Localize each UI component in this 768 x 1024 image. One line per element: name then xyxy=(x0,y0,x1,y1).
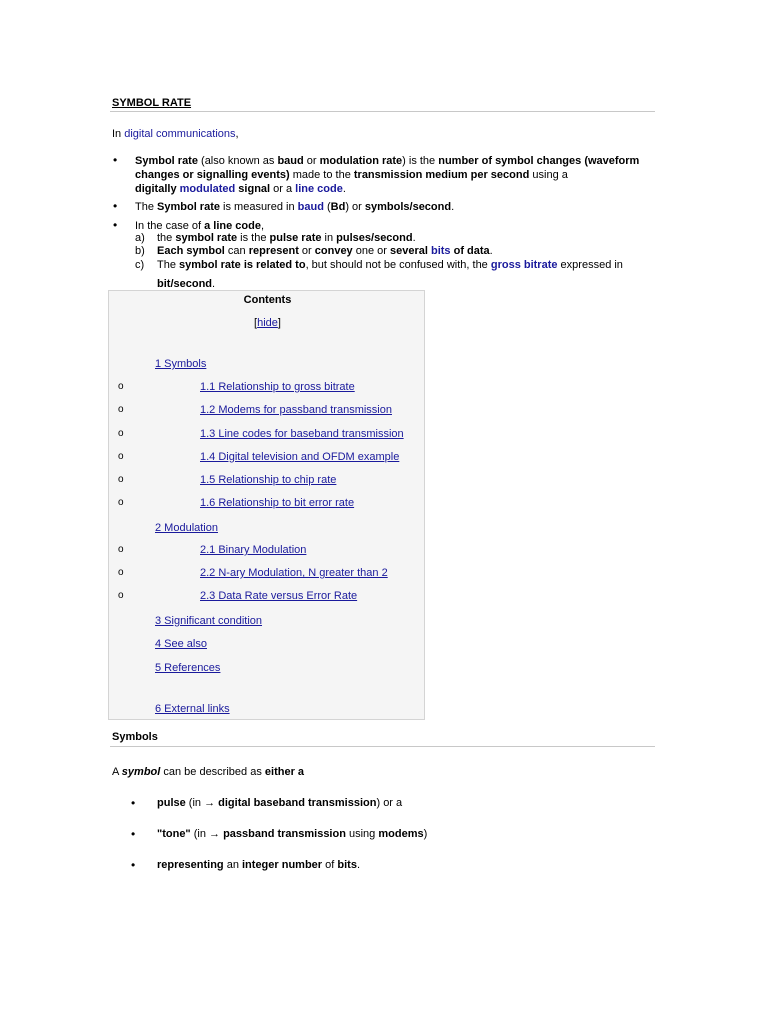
toc-bullet: o xyxy=(118,381,124,392)
text-run: or xyxy=(298,245,315,257)
inline-link[interactable]: baud xyxy=(297,201,324,213)
text-run: several xyxy=(390,245,431,257)
text-run: pulse rate xyxy=(269,232,322,244)
toc-link[interactable]: 5 References xyxy=(155,662,221,674)
toc-bullet: o xyxy=(118,404,124,415)
text-run: Each symbol xyxy=(157,245,225,257)
title-divider xyxy=(110,111,655,112)
text-run: signal xyxy=(235,183,271,195)
toc-link[interactable]: 2.1 Binary Modulation xyxy=(200,544,307,556)
toc-link[interactable]: 1.1 Relationship to gross bitrate xyxy=(200,381,355,393)
toc-bullet: o xyxy=(118,544,124,555)
text-run: Bd xyxy=(330,201,346,213)
toc-bullet: o xyxy=(118,428,124,439)
toc-bullet: o xyxy=(118,497,124,508)
text-run: modems xyxy=(378,828,424,840)
text-run: expressed in xyxy=(557,259,623,271)
toc-hide-toggle xyxy=(109,317,426,329)
text-run: ) or xyxy=(345,201,365,213)
symbol-item-tone xyxy=(157,828,427,840)
toc-hide-link[interactable]: hide xyxy=(257,317,278,329)
text-run: bit/second xyxy=(157,278,213,290)
toc-hide-close: ] xyxy=(277,317,281,329)
text-run: The xyxy=(157,259,180,271)
text-run: a line code xyxy=(204,220,261,232)
text-run: A xyxy=(112,766,122,778)
inline-link[interactable]: bits xyxy=(430,245,451,257)
toc-link[interactable]: 1.4 Digital television and OFDM example xyxy=(200,451,400,463)
text-run: an xyxy=(223,859,242,871)
toc-link[interactable]: 2 Modulation xyxy=(155,522,218,534)
toc-bullet: o xyxy=(118,474,124,485)
text-run: . xyxy=(342,183,346,195)
bullet3-head xyxy=(135,219,264,233)
symbol-definition xyxy=(112,766,304,778)
text-run: passband transmission xyxy=(223,828,346,840)
bullet1-line3 xyxy=(135,182,346,196)
toc-link[interactable]: 1.5 Relationship to chip rate xyxy=(200,474,337,486)
toc-link[interactable]: 6 External links xyxy=(155,703,230,715)
toc-bullet: o xyxy=(118,590,124,601)
text-run: , xyxy=(260,220,265,232)
text-run: . xyxy=(451,201,455,213)
text-run: using xyxy=(345,828,379,840)
text-run: , but should not be confused with, the xyxy=(305,259,491,271)
text-run: . xyxy=(356,859,360,871)
text-run: number of symbol changes (waveform xyxy=(438,155,640,167)
toc-link[interactable]: 1 Symbols xyxy=(155,358,207,370)
toc-bullet: o xyxy=(118,567,124,578)
bullet-dot: • xyxy=(131,796,136,810)
sublist-label: c) xyxy=(135,259,145,271)
intro-suffix: , xyxy=(235,128,239,140)
text-run: or a xyxy=(270,183,296,195)
text-run: "tone" xyxy=(157,828,191,840)
bullet-dot: • xyxy=(113,218,118,232)
text-run: digital baseband transmission xyxy=(218,797,377,809)
text-run: one or xyxy=(352,245,390,257)
text-run: symbol xyxy=(121,766,161,778)
intro-text: In xyxy=(112,128,125,140)
text-run: (in → xyxy=(190,828,224,840)
text-run: Symbol rate xyxy=(157,201,220,213)
toc-link[interactable]: 3 Significant condition xyxy=(155,615,263,627)
text-run: ( xyxy=(323,201,331,213)
text-run: of data xyxy=(450,245,490,257)
text-run: transmission medium xyxy=(353,169,468,181)
bullet1-line2 xyxy=(135,168,568,182)
text-run: or xyxy=(303,155,320,167)
toc-link[interactable]: 2.2 N-ary Modulation, N greater than 2 xyxy=(200,567,388,579)
text-run: made to the xyxy=(289,169,354,181)
toc-link[interactable]: 4 See also xyxy=(155,638,207,650)
bullet1-line1 xyxy=(135,154,639,168)
toc-hide-open: [ xyxy=(254,317,258,329)
intro-paragraph xyxy=(112,128,239,140)
text-run: ) xyxy=(423,828,428,840)
text-run: In the case of xyxy=(135,220,205,232)
text-run: in xyxy=(321,232,337,244)
sublist-item xyxy=(157,259,623,272)
inline-link[interactable]: line code xyxy=(295,183,343,195)
text-run: ) is the xyxy=(402,155,439,167)
text-run: . xyxy=(212,278,216,290)
toc-link[interactable]: 2.3 Data Rate versus Error Rate xyxy=(200,590,358,602)
text-run: baud xyxy=(277,155,304,167)
toc-link[interactable]: 1.3 Line codes for baseband transmission xyxy=(200,428,404,440)
text-run: represent xyxy=(248,245,299,257)
sublist-label: b) xyxy=(135,245,145,257)
text-run: changes or signalling events) xyxy=(135,169,290,181)
text-run: using a xyxy=(529,169,568,181)
text-run: The xyxy=(135,201,158,213)
text-run: pulses/second xyxy=(336,232,413,244)
toc-link[interactable]: 1.6 Relationship to bit error rate xyxy=(200,497,355,509)
text-run: representing xyxy=(157,859,224,871)
bullet-dot: • xyxy=(113,153,118,167)
text-run: digitally xyxy=(135,183,180,195)
text-run: bits xyxy=(337,859,357,871)
sublist-label: a) xyxy=(135,232,145,244)
text-run: is measured in xyxy=(219,201,298,213)
symbols-heading: Symbols xyxy=(112,731,158,743)
text-run: . xyxy=(489,245,493,257)
text-run: can xyxy=(224,245,249,257)
text-run: symbol rate xyxy=(175,232,238,244)
text-run: (also known as xyxy=(197,155,278,167)
text-run: per second xyxy=(467,169,530,181)
inline-link[interactable]: gross bitrate xyxy=(490,259,558,271)
toc-link[interactable]: 1.2 Modems for passband transmission xyxy=(200,404,392,416)
text-run: convey xyxy=(314,245,353,257)
text-run: symbol rate is related to xyxy=(179,259,306,271)
text-run: . xyxy=(412,232,416,244)
text-run: modulation rate xyxy=(319,155,403,167)
text-run: integer number xyxy=(242,859,323,871)
text-run: is the xyxy=(237,232,270,244)
symbol-item-bits xyxy=(157,859,360,871)
sublist-item xyxy=(157,245,493,258)
text-run: either a xyxy=(264,766,305,778)
bullet3-tail xyxy=(157,277,215,291)
text-run: Symbol rate xyxy=(135,155,198,167)
bullet-dot: • xyxy=(131,858,136,872)
bullet-dot: • xyxy=(131,827,136,841)
digital-communications-link[interactable]: digital communications xyxy=(124,128,236,140)
text-run: of xyxy=(322,859,338,871)
text-run: can be described as xyxy=(160,766,265,778)
text-run: symbols/second xyxy=(364,201,452,213)
toc-bullet: o xyxy=(118,451,124,462)
text-run: the xyxy=(157,232,176,244)
text-run: ) or a xyxy=(376,797,403,809)
toc-title: Contents xyxy=(243,294,292,306)
sublist-item xyxy=(157,232,416,245)
inline-link[interactable]: modulated xyxy=(179,183,236,195)
symbol-item-pulse xyxy=(157,797,402,809)
page-title: SYMBOL RATE xyxy=(112,97,192,109)
bullet2-line xyxy=(135,200,454,214)
text-run: (in → xyxy=(185,797,219,809)
symbols-divider xyxy=(110,746,655,747)
bullet-dot: • xyxy=(113,199,118,213)
text-run: pulse xyxy=(157,797,186,809)
